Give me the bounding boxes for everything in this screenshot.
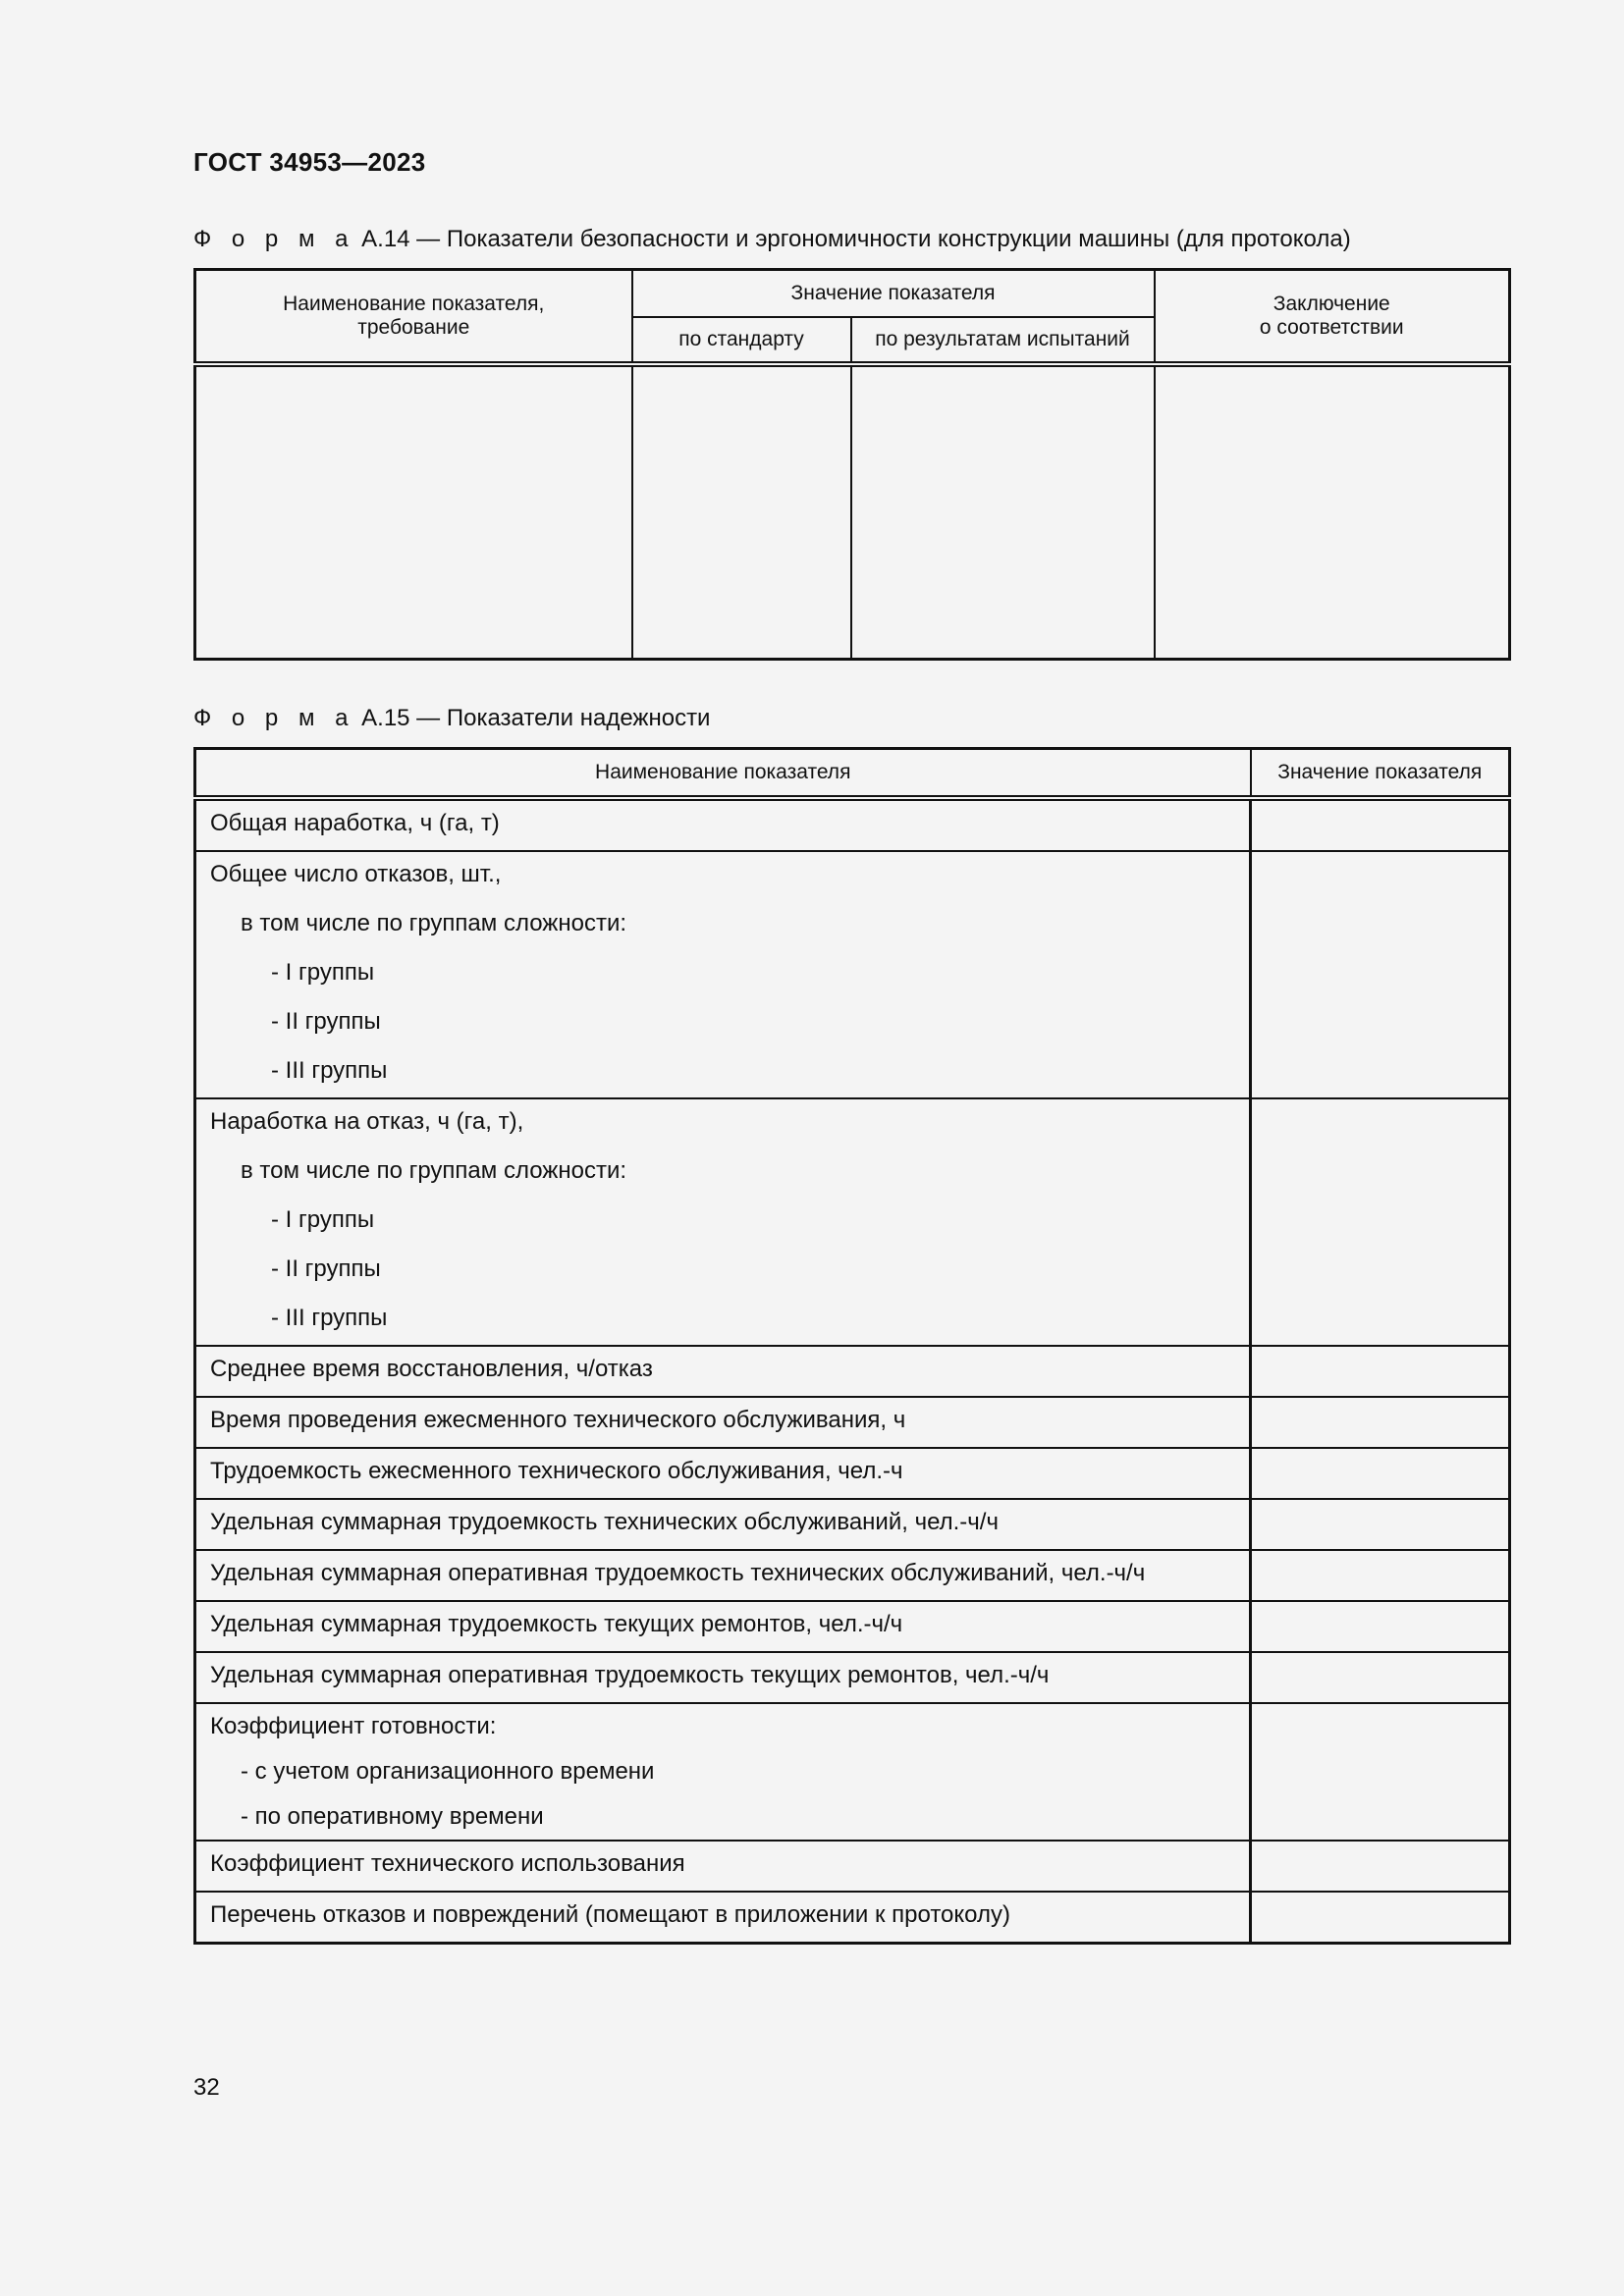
page-number: 32 <box>193 2074 220 2101</box>
value-cell <box>1251 1550 1510 1601</box>
table-row: Удельная суммарная трудоемкость текущих ремонтов, чел.-ч/ч <box>195 1601 1510 1652</box>
form-a14-table <box>193 268 1511 661</box>
form-a14-cell-tests <box>851 364 1155 660</box>
table-row: Общая наработка, ч (га, т) <box>195 798 1510 851</box>
header-by-standard: по стандарту <box>632 317 851 364</box>
form-a15-caption <box>193 705 710 732</box>
table-row: Общее число отказов, шт., в том числе по группам сложности: - I группы - II группы - III группы <box>195 851 1510 1098</box>
form-a15-caption-word: Ф о р м а <box>193 705 355 731</box>
table-row: Коэффициент технического использования <box>195 1841 1510 1892</box>
form-a15-caption-text: А.15 — Показатели надежности <box>354 705 711 731</box>
form-a14-cell-name <box>195 364 632 660</box>
value-cell <box>1251 1098 1510 1346</box>
table-row: Удельная суммарная трудоемкость технических обслуживаний, чел.-ч/ч <box>195 1499 1510 1550</box>
form-a14-caption-text: А.14 — Показатели безопасности и эргономичности конструкции машины (для протокола) <box>354 226 1351 252</box>
form-a15-table <box>193 747 1511 1945</box>
value-cell <box>1251 1601 1510 1652</box>
value-cell <box>1251 798 1510 851</box>
table-row: Среднее время восстановления, ч/отказ <box>195 1346 1510 1397</box>
table-row: Перечень отказов и повреждений (помещают в приложении к протоколу) <box>195 1892 1510 1944</box>
table-row: Трудоемкость ежесменного технического обслуживания, чел.-ч <box>195 1448 1510 1499</box>
header-name: Наименование показателя <box>195 749 1251 799</box>
table-row: Время проведения ежесменного технического обслуживания, ч <box>195 1397 1510 1448</box>
table-row: Удельная суммарная оперативная трудоемкость текущих ремонтов, чел.-ч/ч <box>195 1652 1510 1703</box>
header-indicator-value: Значение показателя <box>632 270 1155 318</box>
header-by-tests: по результатам испытаний <box>851 317 1155 364</box>
value-cell <box>1251 1499 1510 1550</box>
value-cell <box>1251 1448 1510 1499</box>
value-cell <box>1251 851 1510 1098</box>
value-cell <box>1251 1892 1510 1944</box>
document-id-header: ГОСТ 34953—2023 <box>193 147 426 177</box>
table-row: Удельная суммарная оперативная трудоемкость технических обслуживаний, чел.-ч/ч <box>195 1550 1510 1601</box>
value-cell <box>1251 1703 1510 1841</box>
form-a14-cell-conclusion <box>1155 364 1510 660</box>
value-cell <box>1251 1397 1510 1448</box>
form-a14-caption <box>193 226 1351 253</box>
value-cell <box>1251 1841 1510 1892</box>
form-a14-cell-standard <box>632 364 851 660</box>
value-cell <box>1251 1346 1510 1397</box>
header-value: Значение показателя <box>1251 749 1510 799</box>
table-row: Наработка на отказ, ч (га, т), в том числе по группам сложности: - I группы - II группы - III группы <box>195 1098 1510 1346</box>
header-conclusion: Заключение о соответствии <box>1155 270 1510 365</box>
table-row: Коэффициент готовности: - с учетом организационного времени - по оперативному времени <box>195 1703 1510 1841</box>
header-indicator-name: Наименование показателя, требование <box>195 270 632 365</box>
value-cell <box>1251 1652 1510 1703</box>
form-a14-caption-word: Ф о р м а <box>193 226 355 252</box>
